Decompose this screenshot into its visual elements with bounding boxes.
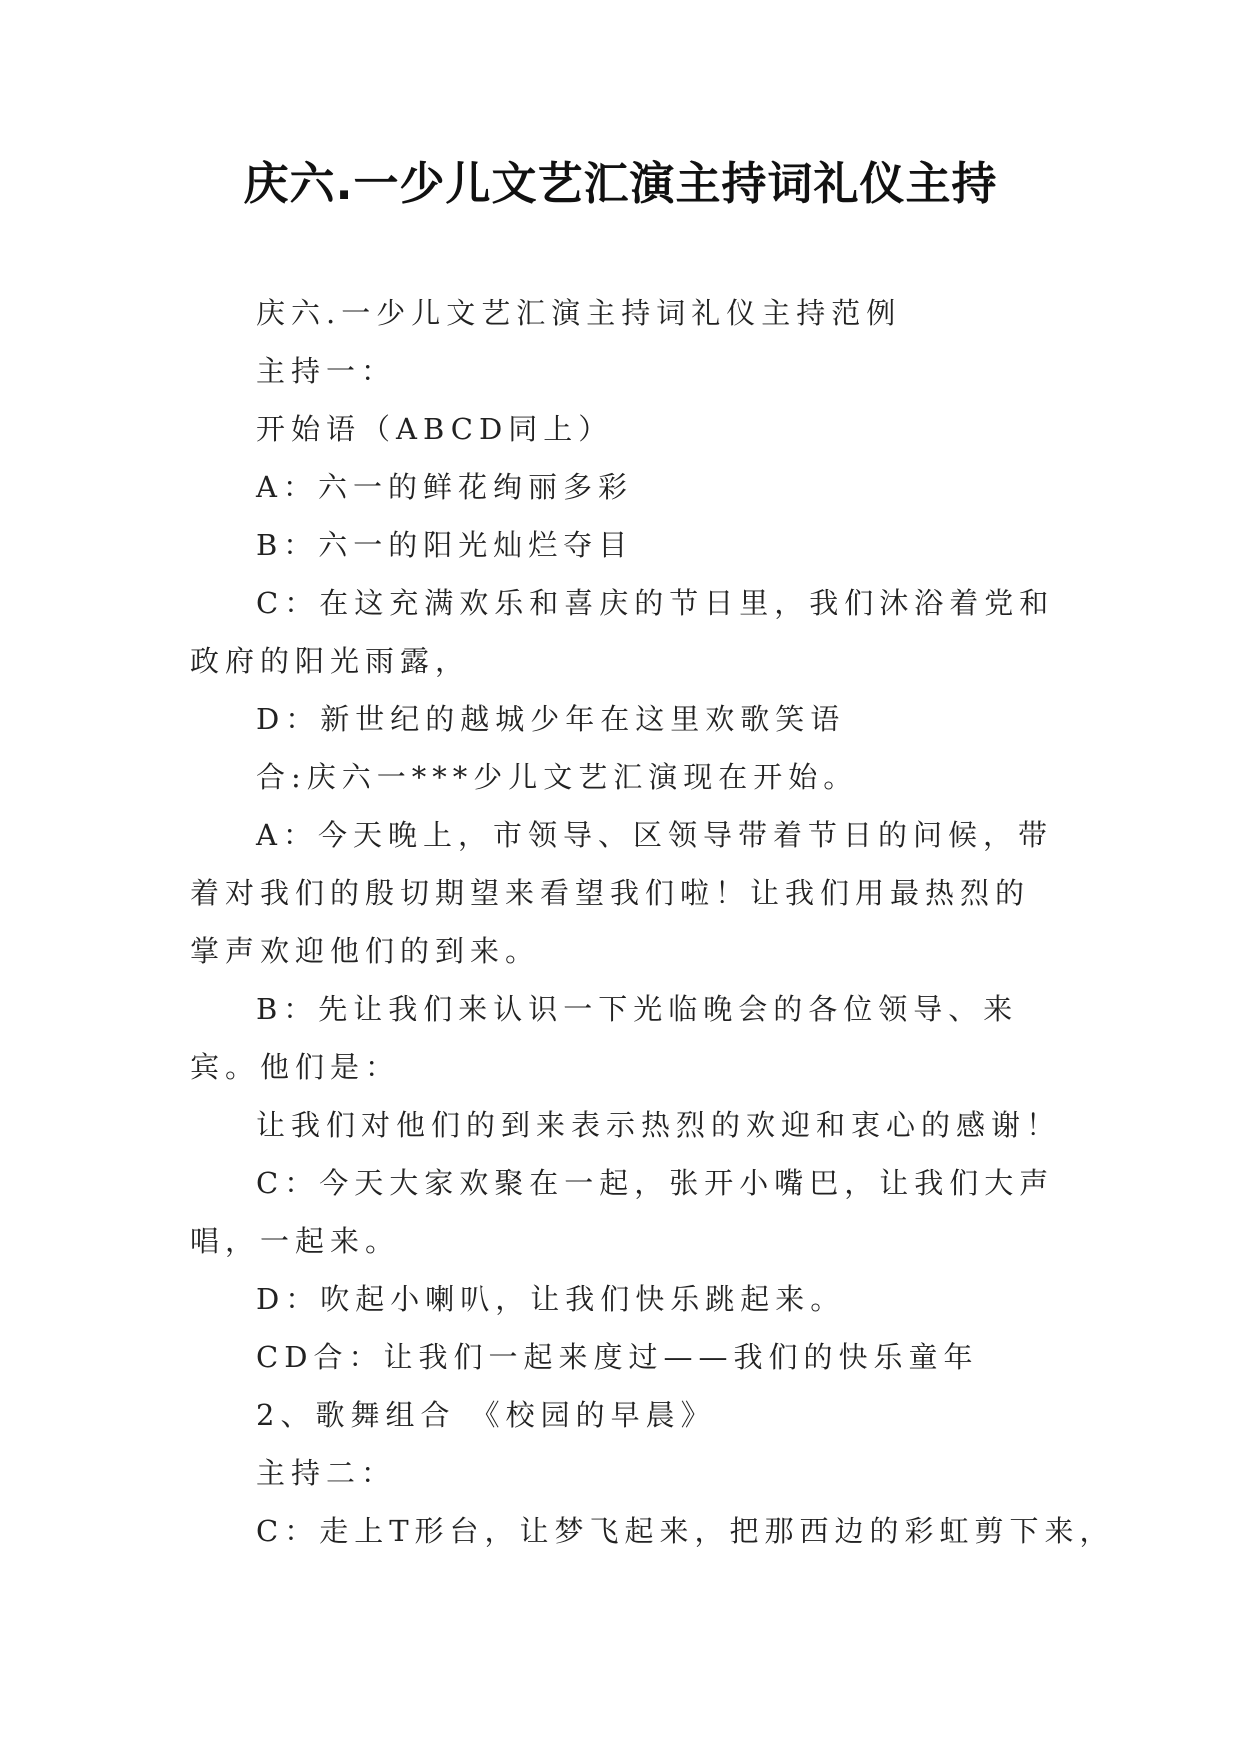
paragraph: 2、歌舞组合 《校园的早晨》	[256, 1398, 716, 1432]
paragraph: 合:庆六一***少儿文艺汇演现在开始。	[256, 760, 859, 794]
document-title: 庆六.一少儿文艺汇演主持词礼仪主持	[243, 157, 998, 210]
paragraph: B：六一的阳光灿烂夺目	[256, 528, 634, 562]
paragraph: CD合：让我们一起来度过——我们的快乐童年	[256, 1340, 979, 1374]
paragraph: C：走上T形台，让梦飞起来，把那西边的彩虹剪下来，	[256, 1514, 1115, 1548]
document-body	[190, 284, 1115, 1560]
paragraph: 开始语（ABCD同上）	[256, 412, 614, 446]
paragraph: 主持一：	[256, 354, 397, 388]
paragraph: C：今天大家欢聚在一起，张开小嘴巴，让我们大声唱，一起来。	[190, 1166, 1055, 1258]
paragraph: D：吹起小喇叭，让我们快乐跳起来。	[256, 1282, 846, 1316]
paragraph: D：新世纪的越城少年在这里欢歌笑语	[256, 702, 846, 736]
paragraph: B：先让我们来认识一下光临晚会的各位领导、来宾。他们是：	[190, 992, 1019, 1084]
paragraph: A：今天晚上，市领导、区领导带着节日的问候，带着对我们的殷切期望来看望我们啦！让我们用最热烈的掌声欢迎他们的到来。	[190, 818, 1053, 968]
paragraph: 主持二：	[256, 1456, 397, 1490]
paragraph: 庆六.一少儿文艺汇演主持词礼仪主持范例	[256, 296, 902, 330]
paragraph: A：六一的鲜花绚丽多彩	[256, 470, 633, 504]
paragraph: 让我们对他们的到来表示热烈的欢迎和衷心的感谢！	[256, 1108, 1062, 1142]
paragraph: C：在这充满欢乐和喜庆的节日里，我们沐浴着党和政府的阳光雨露，	[190, 586, 1055, 678]
